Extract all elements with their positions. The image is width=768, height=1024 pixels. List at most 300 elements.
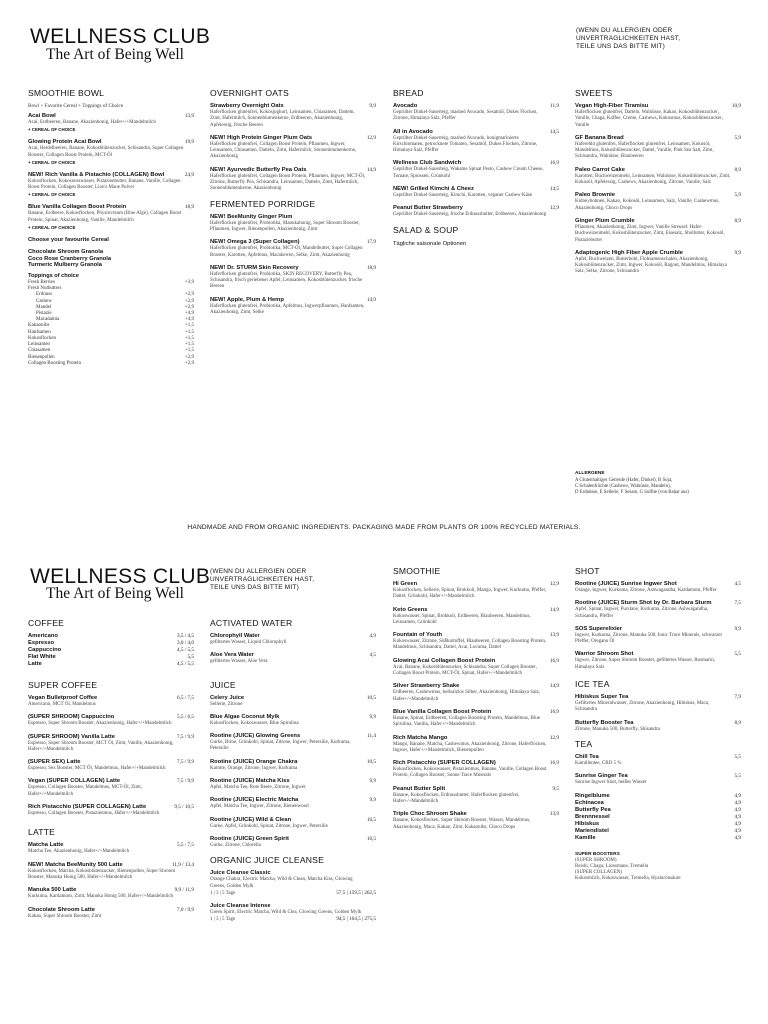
menu-item-price: 9,9 [369, 103, 376, 109]
topping-name: Kakaonibs [28, 323, 50, 329]
menu-item-name: NEW! Matcha BeeMunity 500 Latte [28, 861, 123, 868]
menu-item-name: Juice Cleanse Intense [210, 903, 271, 910]
section-title: ACTIVATED WATER [210, 618, 293, 628]
menu-item-name: Vegan (SUPER COLLAGEN) Latte [28, 778, 121, 785]
menu-item-price: 9,9 [369, 713, 376, 720]
menu-item [210, 903, 376, 924]
menu-item-name: Rootine (JUICE) Glowing Greens [210, 733, 301, 740]
topping-name: Bienenpollen [28, 354, 55, 360]
menu-item-price: 5,9 [734, 192, 741, 199]
menu-item-description: gefiltertes Wasser, Liquid Chlorophyll [210, 640, 287, 645]
menu-item-description: Green Spirit, Electric Matcha, Wild & Clea, Glowing Greens, Golden Mylk [210, 910, 362, 916]
menu-item-price: 14,9 [366, 296, 376, 303]
cleanse-price: 94,5 | 164,5 | 275,5 [336, 916, 376, 923]
menu-item-header [575, 720, 741, 727]
menu-item-price: 5,5 / 7,5 [176, 842, 194, 849]
water-list [210, 633, 376, 666]
menu-item-description: Espresso, Collagen Booster, Pistazienmus, Hafer+/+Mandelmilch [28, 811, 160, 817]
menu-item-name: Silver Strawberry Shake [393, 683, 460, 690]
menu-item-price: 9,5 / 10,5 [174, 804, 194, 811]
menu-item [210, 167, 376, 193]
menu-item [210, 836, 376, 849]
menu-item-description: Haferflocken glutenfrei, Collagen Boost Protein, Pflaumen, Ingwer, MCT-Öl, Zitrone, Butterfly Pea, Schisandra, Leinsamen, Datteln, Zimt, Hafermilch, Sonnenblumenkerne, Akazienhonig [210, 173, 366, 192]
menu-item-name: Acai Bowl [28, 113, 56, 119]
menu-item-header [210, 103, 376, 110]
super-coffee-list [28, 695, 194, 817]
topping-price: +2,9 [184, 304, 194, 310]
section-title: LATTE [28, 827, 56, 838]
coffee-price: 5,5 [187, 654, 194, 660]
menu-item-header [210, 297, 376, 304]
menu-item-description: Apfel, Spinat, Ingwer, Purslane, Kurkuma, Zitrone, Ashwagandha, Schisandra, Pfeffer [575, 607, 709, 619]
menu-item-header [210, 778, 376, 785]
menu-item-header [28, 172, 194, 179]
menu-item [393, 103, 559, 123]
menu-item-price: 14,5 [549, 128, 559, 135]
menu-item-description: Orange, Ingwer, Kurkuma, Zitrone, Ashwagandha, Kardamom, Pfeffer [575, 588, 717, 593]
menu-item-description: Gurke, Apfel, Grünkohl, Spinat, Zitrone, Ingwer, Petersilie [210, 823, 328, 829]
tea-name: Kamille [575, 834, 596, 841]
menu-item-description: Haferflocken glutenfrei, Kokosjoghurt, Leinsamen, Chiasamen, Datteln, Zimt, Hafermilch, Sonnenblumenkerne, Erdbeeren, Akazienhonig, Apfelessig, frische Beeren [210, 110, 355, 128]
menu-item-price: 18,9 [184, 204, 194, 211]
menu-item [28, 804, 194, 817]
menu-item-price: 9,9 [734, 249, 741, 256]
menu-item-description: Haferflocken glutenfrei, Probiotika, Apfelmus, Ingwerpflaumen, Hanfsamen, Akazienhonig, Zimt, Selke [210, 303, 365, 316]
menu-item-header [28, 887, 194, 894]
menu-item-header [575, 694, 741, 701]
menu-item-price: 7,5 / 9,9 [176, 778, 194, 785]
topping-name: Pistazie [36, 311, 52, 317]
coffee-name: Latte [28, 661, 42, 667]
menu-item-addon: + CEREAL OF CHOICE [28, 159, 76, 165]
cleanse-days: 1 | 3 | 5 Tage [210, 917, 236, 923]
smoothie-bowl-column [28, 88, 194, 367]
menu-item [393, 735, 559, 755]
menu-item-description: Kokosflocken, Kokosnusswasser, Pistazienbutter, Banane, Vanille, Collagen Boost Protein, Collagen Booster, Lion's Mane Pulver [28, 178, 181, 191]
menu-item-name: Triple Choc Shroom Shake [393, 811, 467, 818]
menu-item-price: 10,5 [366, 694, 376, 701]
menu-item-name: (SUPER SEX) Latte [28, 759, 81, 766]
menu-item-header [393, 786, 559, 793]
menu-item-name: GF Banana Bread [575, 134, 624, 141]
tea-price: 4,9 [734, 806, 741, 813]
menu-item-price: 11,9 [550, 103, 559, 109]
menu-item [210, 714, 376, 727]
coffee-price: 4,5 / 5,5 [176, 647, 194, 653]
menu-item-name: Glowing Acai Collagen Boost Protein [393, 657, 496, 664]
footer-note: HANDMADE AND FROM ORGANIC INGREDIENTS. PACKAGING MADE FROM PLANTS OR 100% RECYCLED MATERIALS. [187, 524, 581, 531]
topping-name: Mandel [36, 304, 52, 310]
menu-item-description: Haferflocken glutenfrei, Collagen Boost Protein, Pflaumen, Ingwer, Leinsamen, Chiasamen, Datteln, Zimt, Hafermilch, Sonnenblumenkerne, Akazienhonig [210, 141, 357, 160]
menu-item-price: 17,9 [366, 239, 376, 246]
menu-item-description: Gurke, Zitrone, Chlorella [210, 842, 261, 848]
menu-item-price: 6,5 / 7,5 [176, 695, 194, 701]
menu-item-price: 4,9 [369, 633, 376, 639]
menu-item-name: NEW! Ayurvedic Butterfly Pea Oats [210, 166, 307, 173]
menu-item-price: 14,9 [366, 166, 376, 173]
menu-item-name: Paleo Brownie [575, 192, 615, 199]
coffee-column [28, 618, 194, 926]
menu-item [28, 778, 194, 798]
menu-item-name: Rich Pistacchio (SUPER COLLAGEN) Latte [28, 804, 147, 811]
shot-column [575, 566, 741, 882]
section-title: SUPER COFFEE [28, 680, 98, 690]
menu-item-price: 7,5 / 9,9 [176, 733, 194, 740]
menu-item-description: Kokosflocken, Sellerie, Spinat, Brokkoli, Mango, Ingwer, Kurkuma, Pfeffer, Dattel, Grünkohl, Hafer+/+Mandelmilch [393, 588, 547, 600]
tea-price: 4,9 [734, 792, 741, 799]
toppings-title: Toppings of choice [28, 273, 79, 280]
bread-column [393, 88, 559, 248]
menu-item-header [210, 714, 376, 721]
topping-name: Fresh Nutbutters [28, 286, 62, 292]
menu-item-price: 13,9 [549, 811, 559, 818]
menu-item-name: NEW! Dr. STURM Skin Recovery [210, 264, 299, 271]
menu-item [393, 632, 559, 652]
menu-item-price: 10,5 [366, 835, 376, 842]
menu-item-price: 13,9 [184, 113, 194, 119]
coffee-row [28, 640, 194, 647]
menu-item-description: Americano, MCT Öl, Mandelmus [28, 702, 96, 707]
menu-item-name: Rich Matcha Mango [393, 734, 448, 741]
porridge-list [210, 214, 376, 317]
topping-name: Collagen Boosting Protein [28, 360, 82, 366]
menu-item [393, 581, 559, 601]
menu-item-name: Chocolate Shroom Latte [28, 906, 95, 913]
menu-item [28, 113, 194, 133]
smoothie-list [393, 581, 559, 831]
menu-item-description: Geprillter Dinkel-Sauerteig, Wakame Spinat Pesto, Cashew Cream Cheese, Tomate, Sprossen, Grünkohl [393, 167, 544, 179]
topping-name: Chiasamen [28, 348, 51, 354]
topping-price: +2,9 [184, 354, 194, 360]
menu-item-name: (SUPER SHROOM) Cappuccino [28, 714, 115, 721]
menu-item-header [393, 760, 559, 767]
menu-item [210, 652, 376, 665]
menu-item-name: Peanut Butter Split [393, 785, 446, 792]
menu-item [575, 773, 741, 786]
menu-item [575, 135, 741, 161]
tea-row [575, 807, 741, 814]
menu-item-name: NEW! Rich Vanilla & Pistachio (COLLAGEN) Bowl [28, 171, 165, 178]
menu-item-header [575, 192, 741, 199]
menu-item-name: Sunrise Ginger Tea [575, 773, 628, 780]
coffee-price: 4,5 / 5,5 [176, 661, 194, 667]
menu-item [28, 172, 194, 199]
menu-item-header [575, 754, 741, 761]
cereal-list [28, 249, 194, 269]
menu-item [393, 709, 559, 729]
menu-item-description: Kokoswasser, Zitrone, Süßkartoffel, Blaubeeren, Collagen Boosting Protein, Mandelmus, Schisandra, Dattel, Acai, Lucuma, Dattel [393, 639, 547, 651]
menu-item-header [28, 139, 194, 146]
menu-item [575, 103, 741, 129]
menu-item [210, 633, 376, 646]
menu-item-header [28, 842, 194, 849]
topping-price: +1,5 [184, 329, 194, 335]
tea-row [575, 828, 741, 835]
menu-item-header [393, 103, 559, 110]
topping-name: Erdnuss [36, 292, 53, 298]
menu-item-description: Gefiltertes Mineralwasser, Zitrone, Akazienhonig, Hibiskus, Maca, Schisandra [575, 701, 710, 713]
menu-item [575, 651, 741, 671]
menu-item [575, 720, 741, 733]
topping-price: +1,5 [184, 342, 194, 348]
menu-item-description: Karotten, Buchweizenmehl, Leinsamen, Walnüsse, Kokosblütenzucker, Zimt, Kokosöl, Apfelessig, Cashews, Akazienhonig, Zitrone, Vanille, Salz [575, 173, 731, 186]
menu-item-header [575, 581, 741, 588]
menu-item [575, 754, 741, 767]
topping-price: +4,9 [184, 311, 194, 317]
coffee-row [28, 654, 194, 661]
menu-item-description: Geprillter Dinkel-Sauerteig, mashed Avocado, Sesamöl, Dukes Flocken, Zitrone, Himalaya Salz, Pfeffer [393, 110, 538, 122]
menu-item-description: Mango, Banane, Matcha, Cashewmus, Akazienhonig, Zitrone, Haferflocken, Ingwer, Hafer+/+Mandelmilch, Bienenpollen [393, 741, 547, 753]
menu-item-name: Vegan High-Fiber Tiramisu [575, 103, 649, 109]
menu-item-description: Espresso, Sex Booster, MCT Öl, Mandelmus, Hafer+/+Mandelmilch [28, 766, 166, 772]
tea-name: Hibiskus [575, 820, 600, 827]
menu-item-addon: + CEREAL OF CHOICE [28, 127, 76, 133]
menu-item [575, 581, 741, 594]
menu-item [575, 250, 741, 276]
menu-item-price: 5,5 [734, 753, 741, 760]
section-title: ORGANIC JUICE CLEANSE [210, 855, 325, 866]
oats-column [210, 88, 376, 322]
tea-row [575, 800, 741, 807]
menu-item-price: 10,5 [366, 758, 376, 765]
menu-item-header [210, 652, 376, 659]
menu-item-description: Zitrone, Manuka 500, Butterfly, Shisandra [575, 726, 660, 732]
menu-item-name: Keto Greens [393, 606, 428, 613]
menu-item-price: 5,5 [734, 651, 741, 658]
menu-item-header [393, 632, 559, 639]
coffee-row [28, 633, 194, 640]
menu-item-price: 13,9 [549, 632, 559, 639]
menu-item-name: Avocado [393, 103, 418, 109]
topping-name: Kokosflocken [28, 335, 57, 341]
booster-line: Reishi, Chaga, Lionsmane, Tremella [575, 863, 649, 869]
menu-item [210, 870, 376, 897]
menu-item [210, 265, 376, 291]
cleanse-price: 57,5 | 159,5 | 262,5 [336, 889, 376, 896]
menu-item-price: 10,9 [731, 103, 741, 109]
menu-item-price: 9,9 / 11,9 [174, 887, 194, 894]
section-title: SALAD & SOUP [393, 224, 459, 235]
brand-subtitle: The Art of Being Well [46, 46, 184, 63]
menu-item-header [393, 709, 559, 716]
menu-item [28, 887, 194, 900]
menu-item-header [28, 862, 194, 869]
menu-item-name: Peanut Butter Strawberry [393, 205, 463, 212]
menu-item [28, 695, 194, 708]
allergy-note: (WENN DU ALLERGIEN ODER UNVERTRAGLICHKEITEN HAST, TEILE UNS DAS BITTE MIT) [210, 568, 315, 591]
menu-item-description: Apfel, Matcha Tee, Rote Beete, Zitrone, Ingwer [210, 785, 306, 791]
menu-item [393, 683, 559, 703]
menu-item-description: Haferehhl glutenfrei, Haferflocken glutenfrei, Leinsamen, Kokosöl, Mandelmus, Kokosblütenzucker, Dattel, Vanille, Pink Sea Salt, Zimt, Schisandra, Walnüsse, Blaubeeren [575, 141, 714, 160]
coffee-name: Espresso [28, 640, 55, 646]
menu-item-header [575, 167, 741, 174]
menu-item-header [28, 204, 194, 211]
legend-line: D Erdnüsse, E Sellerie, F Sesam, G Sulfite (von Bahar aus) [575, 490, 689, 496]
menu-item-price: 8,9 [734, 217, 741, 224]
menu-item [393, 129, 559, 155]
topping-row [28, 361, 194, 367]
section-title: JUICE [210, 679, 236, 690]
menu-item-description: Kamillentee, CBD 5 % [575, 760, 622, 766]
sweets-column [575, 88, 741, 282]
menu-item-name: Adaptogenic High Fiber Apple Crumble [575, 249, 683, 256]
menu-item-header [393, 607, 559, 614]
menu-item-name: (SUPER SHROOM) Vanilla Latte [28, 733, 115, 740]
topping-name: Leinsamen [28, 342, 50, 348]
menu-item-price: 14,9 [549, 606, 559, 613]
menu-item-header [393, 658, 559, 665]
menu-item-header [28, 714, 194, 721]
topping-name: Hanfsamen [28, 329, 51, 335]
cleanse-list [210, 870, 376, 923]
menu-item-description: Espresso, Collagen Booster, Mandelmus, MCT-Öl, Zimt, Hafer+/+Mandelmilch [28, 785, 143, 797]
menu-item-name: Blue Algae Coconut Mylk [210, 713, 280, 720]
coffee-row [28, 647, 194, 654]
menu-item-header [575, 218, 741, 225]
menu-item [210, 733, 376, 753]
menu-item-description: Geprillter Dinkel-Sauerteig, frische Erdnussbutter, Erdbeeren, Akazienhonig [393, 212, 547, 218]
smoothie-bowl-list [28, 113, 194, 231]
menu-item [575, 626, 741, 646]
menu-item-price: 9,5 [552, 785, 559, 792]
menu-item-price: 4,5 [369, 652, 376, 659]
topping-name: Fresh Berries [28, 280, 55, 286]
menu-item [210, 297, 376, 317]
menu-item-description: gefiltertes Wasser, Aloe Vera [210, 659, 268, 665]
coffee-name: Flat White [28, 654, 56, 660]
menu-item [575, 192, 741, 212]
section-intro: Bowl + Favorite Cereal + Toppings of Choice [28, 103, 124, 109]
menu-item-header [575, 600, 741, 607]
menu-item-name: NEW! Grilled Kimchi & Cheez [393, 186, 474, 193]
menu-item-price: 5,5 / 6,5 [176, 714, 194, 721]
menu-item-addon: + CEREAL OF CHOICE [28, 225, 76, 231]
menu-item-name: Vegan Bulletproof Coffee [28, 695, 98, 701]
menu-item-description: Geprillter Dinkel-Sauerteig, mashed Avocado, honigmarinierte Kirschtomaten, getrocknete Tomaten, Sesamöl, Dukes Flocken, Zitrone, Himalaya Salz, Pfeffer [393, 135, 538, 154]
menu-item [28, 759, 194, 772]
section-title: FERMENTED PORRIDGE [210, 198, 316, 209]
menu-item [393, 760, 559, 780]
menu-item-header [210, 797, 376, 804]
toppings-list [28, 273, 194, 367]
menu-item-header [28, 113, 194, 120]
topping-price: +1,5 [184, 323, 194, 329]
menu-item-description: Apfel, Buchweizen, Butterbohl, Flohsamenschalen, Akazienhonig, Kokosblütenzucker, Zimt, Ingwer, Kokosöl, Ragout, Mandelmus, Himalaya Salz, Selke, Zitrone, Schisandra [575, 256, 727, 275]
cereal-option: Turmeric Mulberry Granola [28, 262, 102, 269]
menu-item-price: 8,9 [734, 166, 741, 173]
menu-item-name: Rootine (JUICE) Wild & Clean [210, 816, 292, 823]
brand-title: WELLNESS CLUB [30, 565, 211, 588]
menu-item-description: Acai, Heidelbeeren, Banane, Kokosblütenzucker, Schisandra, Super Collagen Booster, Collagen Boost Protein, MCT-Öl [28, 146, 184, 158]
menu-item-description: Kakao, Super Shroom Booster, Zimt [28, 913, 102, 919]
coffee-row [28, 661, 194, 668]
menu-item-price: 14,5 [549, 186, 559, 193]
menu-item-description: Apfel, Matcha Tee, Ingwer, Zitrone, Bienenwood [210, 804, 309, 810]
topping-price: +2,9 [184, 292, 194, 298]
menu-item-price: 9,9 [369, 778, 376, 785]
menu-item-description: Espresso, Super Shroom Booster, MCT Öl, Zimt, Vanille, Akazienhonig, Hafer+/+Mandelmilch [28, 740, 174, 752]
menu-item-price: 7,0 / 9,9 [176, 906, 194, 913]
shot-list [575, 581, 741, 671]
topping-price: +2,9 [184, 360, 194, 366]
cereal-option: Coco Rose Cranberry Granola [28, 255, 112, 262]
cleanse-days-row [210, 916, 376, 923]
menu-item [210, 214, 376, 234]
brand-title: WELLNESS CLUB [30, 25, 211, 48]
juice-column [210, 618, 376, 930]
menu-item [28, 907, 194, 920]
menu-item-description: Banane, Kokosflocken, Super Shroom Booster, Wasser, Mandelmus, Akazienhonig, Maca, Kakao, Zimt, Kakaonibs, Choco Drops [393, 818, 531, 830]
menu-item-header [393, 683, 559, 690]
menu-item-name: Wellness Club Sandwich [393, 160, 462, 167]
menu-item-header [210, 214, 376, 221]
menu-item [210, 695, 376, 708]
coffee-price: 3,0 / 4,0 [176, 640, 194, 646]
menu-item-description: Sunrise Ingwer Shot, heißes Wasser [575, 780, 647, 786]
topping-price: +1,5 [184, 348, 194, 354]
juice-list [210, 695, 376, 850]
menu-item-header [210, 695, 376, 702]
menu-item-price: 7,9 [734, 694, 741, 701]
tea-list [575, 754, 741, 787]
section-title: COFFEE [28, 618, 65, 628]
menu-item-header [210, 167, 376, 174]
menu-item-price: 12,9 [366, 134, 376, 141]
section-title: SMOOTHIE BOWL [28, 88, 105, 98]
menu-item-price: 7,5 / 9,9 [176, 759, 194, 766]
menu-item-description: Espresso, Super Shroom Booster, Akazienhonig, Hafer+/+Mandelmilch [28, 721, 172, 727]
menu-item [210, 817, 376, 830]
section-title: BREAD [393, 88, 424, 98]
menu-item-header [575, 651, 741, 658]
menu-item-header [393, 186, 559, 193]
choose-cereal: Choose your favourite Cereal [28, 237, 109, 244]
menu-item-header [210, 836, 376, 843]
super-boosters [575, 852, 741, 882]
menu-item-name: Rootine (JUICE) Matcha Kiss [210, 778, 290, 785]
allergen-legend [575, 471, 741, 497]
menu-item-name: Butterfly Booster Tea [575, 719, 634, 726]
menu-item-header [210, 633, 376, 640]
menu-item-description: Gurke, Birne, Grünkohl, Spinat, Zitrone, Ingwer, Petersilie, Kurkuma, Petersilie [210, 740, 351, 752]
menu-item-description: Kidneybohnen, Kakao, Kokosöl, Leinsamen, Salz, Vanille, Cashewmus, Akazienhonig, Choco Drops [575, 199, 720, 211]
menu-item-name: Celery Juice [210, 694, 245, 701]
tea-row [575, 821, 741, 828]
menu-item-name: NEW! High Protein Ginger Plum Oats [210, 134, 313, 141]
tea-name: Butterfly Pea [575, 806, 611, 813]
menu-item-price: 12,9 [549, 581, 559, 587]
menu-item [28, 139, 194, 166]
boosters-title: SUPER BOOSTERS [575, 851, 620, 857]
menu-item-description: Haferflocken glutenfrei, Probiotika, Manukahonig, Super Shroom Booster, Pflaumen, Ingwer, Bienenpollen, Akazienhonig, Zimt [210, 220, 360, 232]
menu-item-description: Acai, Erdbeeren, Banane, Akazienhonig, Hafer+/+Mandelmilch [28, 120, 156, 125]
menu-item-header [28, 907, 194, 914]
tea-name: Ringelblume [575, 792, 610, 799]
menu-item-name: Blue Vanilla Collagen Boost Protein [393, 708, 492, 715]
menu-item [575, 694, 741, 714]
topping-price: +3,9 [184, 280, 194, 286]
menu-item-name: Rich Pistacchio (SUPER COLLAGEN) [393, 760, 496, 767]
salad-note: Tägliche saisonale Optionen [393, 240, 467, 247]
menu-item-description: Sellerie, Zitrone [210, 701, 243, 707]
tea-row [575, 793, 741, 800]
section-title: SWEETS [575, 88, 613, 98]
menu-item [28, 714, 194, 727]
menu-item-description: Kokosflocken, Matcha, Kokosblütenzucker, Bienenpollen, Super Shroom Booster, Manuka Honig 500, Hafer+/+Mandelmilch [28, 868, 176, 880]
menu-item [210, 797, 376, 810]
menu-item-name: NEW! BeeMunity Ginger Plum [210, 213, 293, 220]
menu-item-description: Erdbeeren, Cashewmus, hellsalzlos Silber, Akazienhonig, Himalaya Salz, Hafer+/+Mandelmilch [393, 690, 541, 702]
